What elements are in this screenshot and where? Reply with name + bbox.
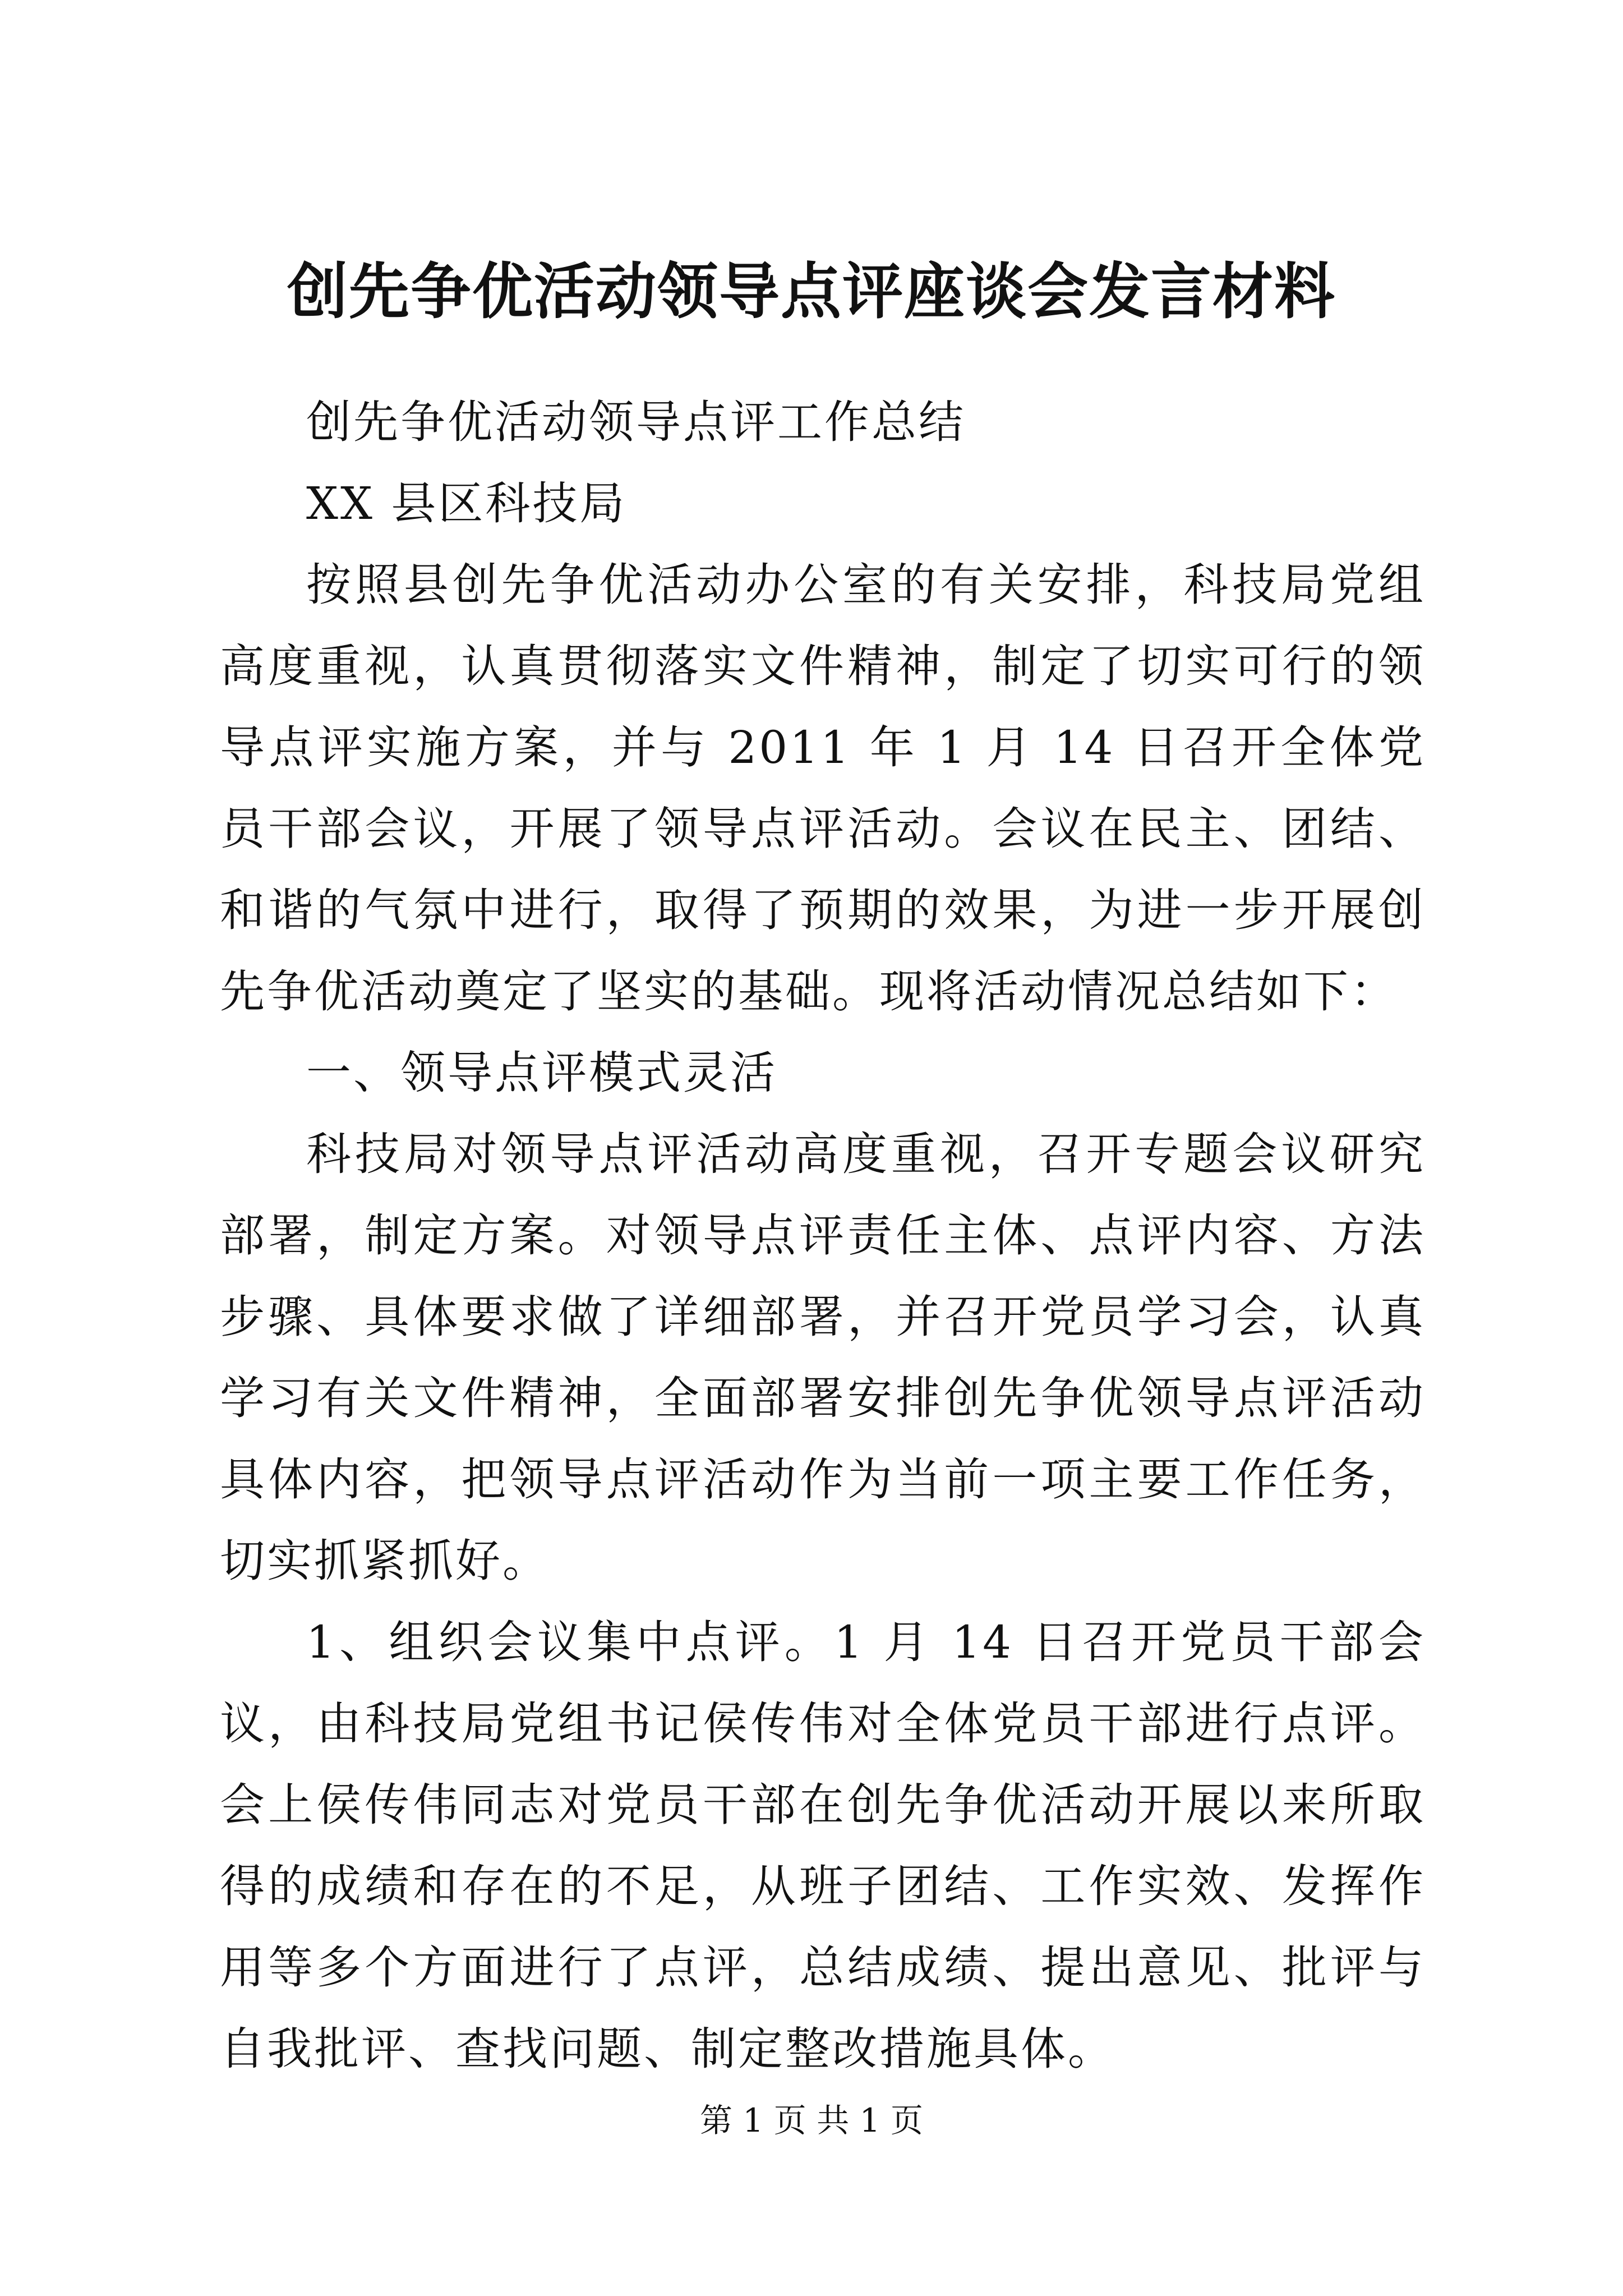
subtitle-paragraph: 创先争优活动领导点评工作总结 <box>306 396 966 448</box>
section-heading: 一、领导点评模式灵活 <box>306 1047 777 1099</box>
item-paragraph: 1、组织会议集中点评。1 月 14 日召开党员干部会议，由科技局党组书记侯传伟对全体党员干部进行点评。会上侯传伟同志对党员干部在创先争优活动开展以来所取得的成绩和存在的不足，从班子团结、工作实效、发挥作用等多个方面进行了点评，总结成绩、提出意见、批评与自我批评、查找问题、制定整改措施具体。 <box>220 1616 1426 2075</box>
document-body <box>220 381 1426 2090</box>
document-title: 创先争优活动领导点评座谈会发言材料 <box>287 256 1336 327</box>
section-paragraph: 科技局对领导点评活动高度重视，召开专题会议研究部署，制定方案。对领导点评责任主体、点评内容、方法步骤、具体要求做了详细部署，并召开党员学习会，认真学习有关文件精神，全面部署安排创先争优领导点评活动具体内容，把领导点评活动作为当前一项主要工作任务，切实抓紧抓好。 <box>220 1128 1426 1587</box>
intro-paragraph: 按照县创先争优活动办公室的有关安排，科技局党组高度重视，认真贯彻落实文件精神，制定了切实可行的领导点评实施方案，并与 2011 年 1 月 14 日召开全体党员干部会议，开展了领导点评活动。会议在民主、团结、和谐的气氛中进行，取得了预期的效果，为进一步开展创先争优活动奠定了坚实的基础。现将活动情况总结如下： <box>220 559 1426 1018</box>
author-paragraph: XX 县区科技局 <box>306 477 627 530</box>
page-footer: 第 1 页 共 1 页 <box>700 2101 923 2139</box>
